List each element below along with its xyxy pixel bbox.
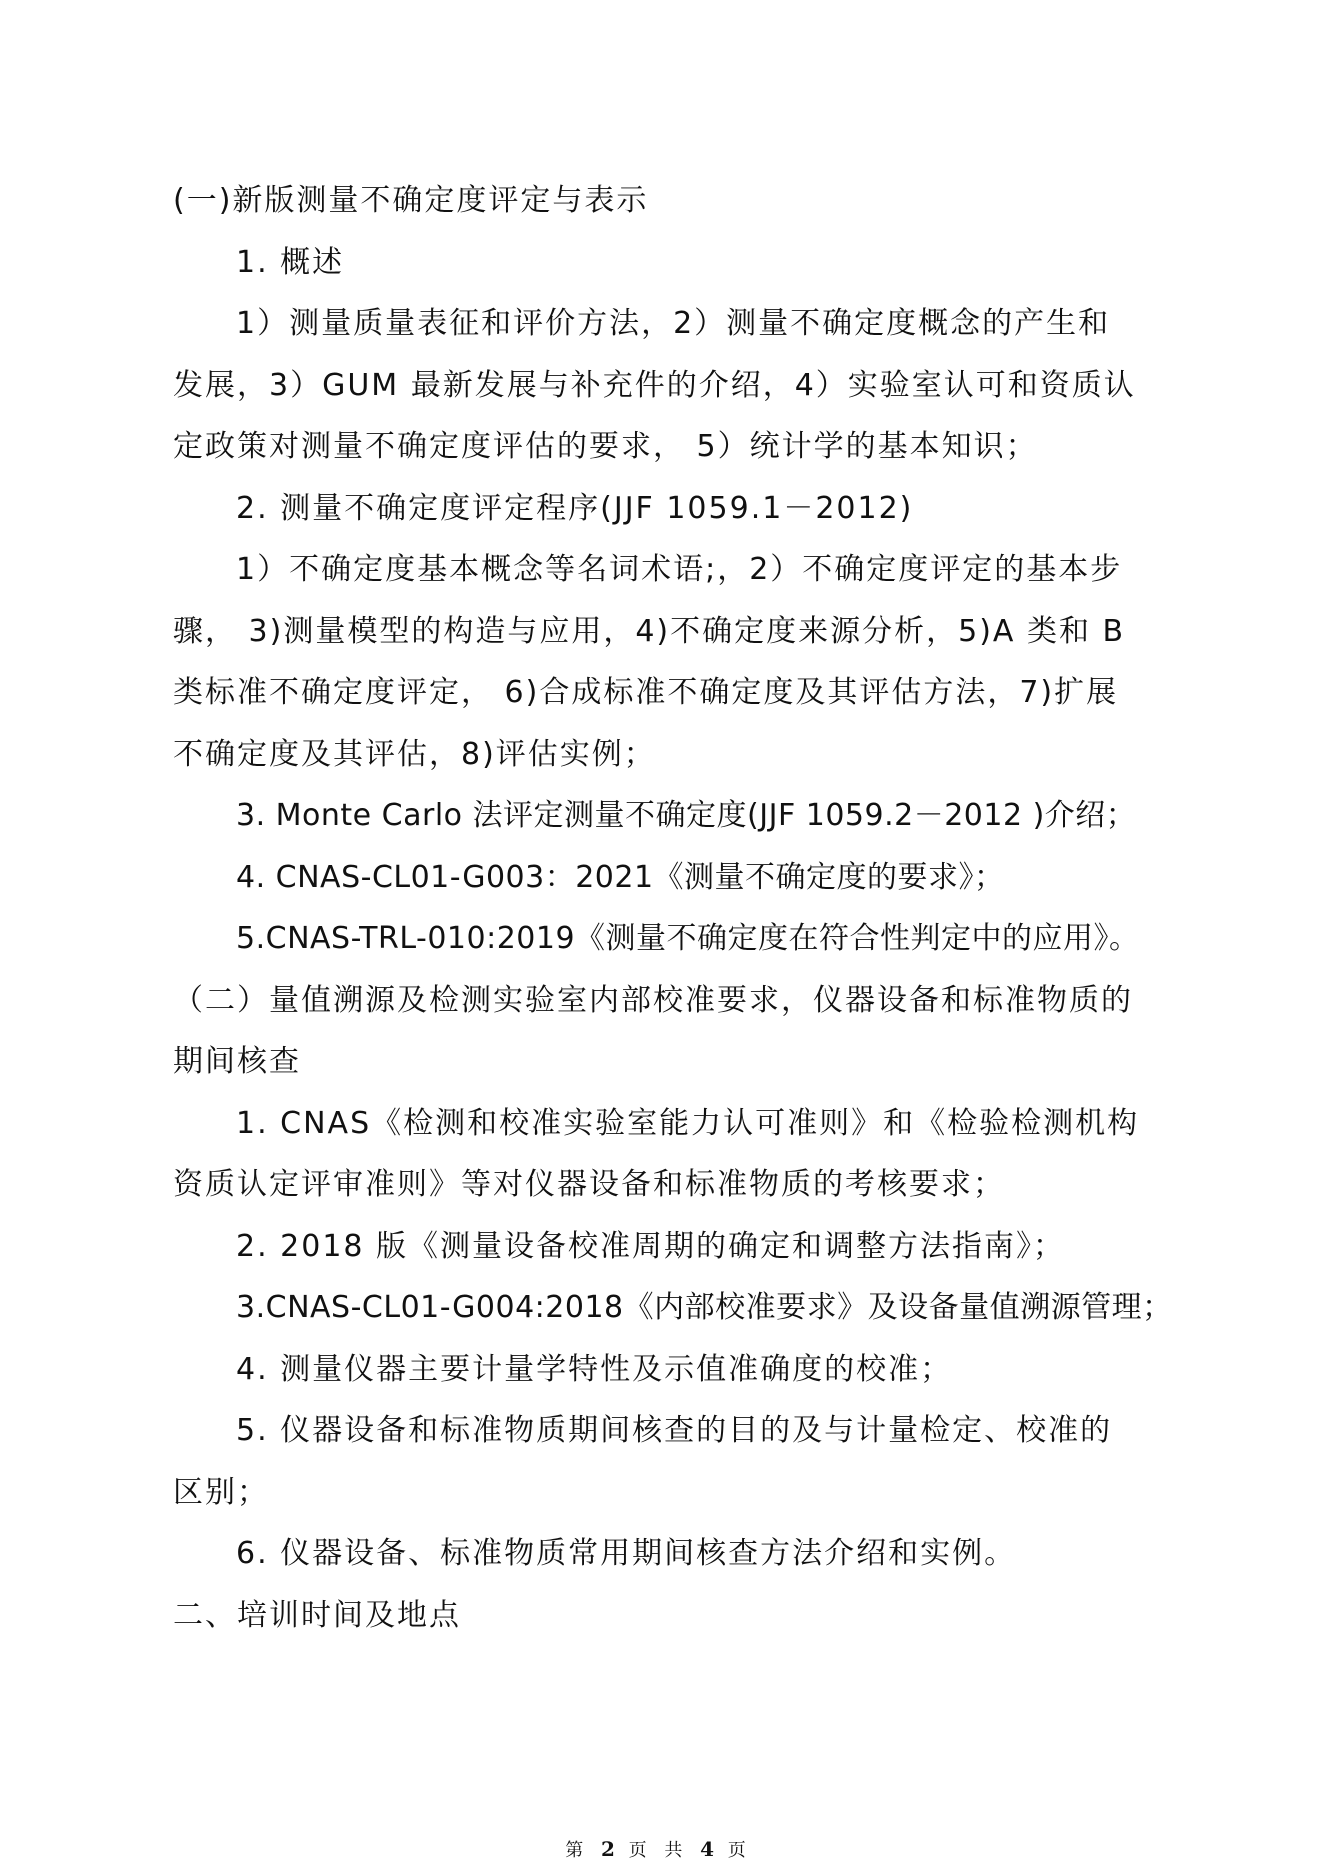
total-pages: 4	[700, 1837, 717, 1861]
paragraph-line: 定政策对测量不确定度评估的要求， 5）统计学的基本知识；	[173, 429, 1038, 464]
item-cnas-criteria: 1. CNAS《检测和校准实验室能力认可准则》和《检验检测机构	[236, 1105, 1140, 1141]
paragraph-line: 类标准不确定度评定， 6)合成标准不确定度及其评估方法，7)扩展	[173, 675, 1119, 710]
paragraph-line: 1）测量质量表征和评价方法，2）测量不确定度概念的产生和	[236, 306, 1111, 341]
item-calibration-interval-guide: 2. 2018 版《测量设备校准周期的确定和调整方法指南》；	[236, 1228, 1066, 1264]
footer-suffix: 页	[727, 1840, 752, 1861]
page-footer	[0, 1836, 1317, 1862]
paragraph-line: 1）不确定度基本概念等名词术语;，2）不确定度评定的基本步	[236, 552, 1123, 587]
paragraph-line: 发展，3）GUM 最新发展与补充件的介绍，4）实验室认可和资质认	[173, 367, 1136, 403]
item-intermediate-check-purpose: 5. 仪器设备和标准物质期间核查的目的及与计量检定、校准的	[236, 1413, 1113, 1448]
section-heading-training-time-place: 二、培训时间及地点	[173, 1597, 461, 1633]
item-intermediate-check-methods: 6. 仪器设备、标准物质常用期间核查方法介绍和实例。	[236, 1536, 1017, 1571]
section-heading-traceability: （二）量值溯源及检测实验室内部校准要求，仪器设备和标准物质的	[173, 982, 1133, 1018]
page-number: 2	[600, 1837, 617, 1861]
item-cnas-g003: 4. CNAS-CL01-G003：2021《测量不确定度的要求》；	[236, 859, 1005, 895]
paragraph-line: 资质认定评审准则》等对仪器设备和标准物质的考核要求；	[173, 1167, 1005, 1202]
footer-prefix: 第	[565, 1840, 590, 1861]
item-monte-carlo: 3. Monte Carlo 法评定测量不确定度(JJF 1059.2－2012 )介绍；	[236, 798, 1137, 833]
paragraph-line: 骤， 3)测量模型的构造与应用，4)不确定度来源分析，5)A 类和 B	[173, 613, 1126, 649]
footer-middle: 页 共	[628, 1840, 689, 1861]
paragraph-line: 不确定度及其评估，8)评估实例；	[173, 736, 656, 772]
document-body	[173, 170, 1173, 1646]
paragraph-line: 区别；	[173, 1474, 269, 1510]
paragraph-line: 期间核查	[173, 1044, 301, 1079]
item-metrological-characteristics: 4. 测量仪器主要计量学特性及示值准确度的校准；	[236, 1351, 953, 1387]
item-cnas-trl-010: 5.CNAS-TRL-010:2019《测量不确定度在符合性判定中的应用》。	[236, 921, 1140, 956]
item-evaluation-procedure: 2. 测量不确定度评定程序(JJF 1059.1－2012)	[236, 490, 914, 526]
section-heading-uncertainty: (一)新版测量不确定度评定与表示	[173, 183, 649, 218]
item-overview: 1. 概述	[236, 244, 345, 280]
item-cnas-g004: 3.CNAS-CL01-G004:2018《内部校准要求》及设备量值溯源管理；	[236, 1290, 1173, 1325]
